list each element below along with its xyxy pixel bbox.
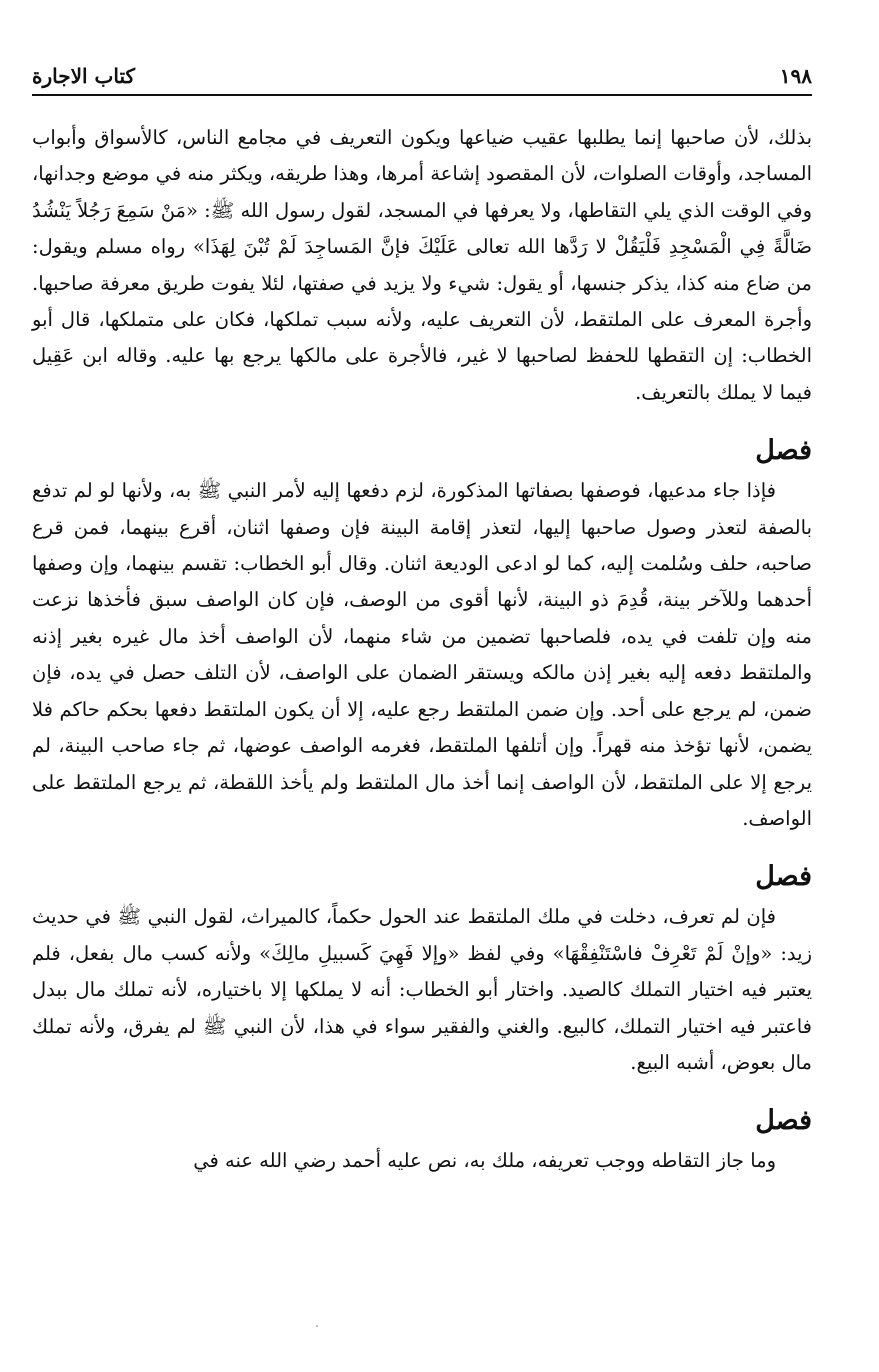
body-text [32,120,812,1180]
running-head [32,60,812,96]
scan-speck [316,1325,318,1327]
paragraph-2: فإذا جاء مدعيها، فوصفها بصفاتها المذكورة، لزم دفعها إليه لأمر النبي ﷺ به، ولأنها لو لم تدفع بالصفة لتعذر وصول صاحبها إليها، لتعذر إقامة البينة فإن وصفها اثنان، أقرع بينهما، فمن قرع صاحبه، حلف وسُلمت إليه، كما لو ادعى الوديعة اثنان. وقال أبو الخطاب: تقسم بينهما، وإن وصفها أحدهما وللآخر بينة، قُدِمَ ذو البينة، لأنها أقوى من الوصف، فإن كان الواصف سبق فأخذها نزعت منه وإن تلفت في يده، فلصاحبها تضمين من شاء منهما، لأن الواصف أخذ مال غيره بغير إذنه والملتقط دفعه إليه بغير إذن مالكه ويستقر الضمان على الواصف، لأن التلف حصل في يده، فإن ضمن، لم يرجع على أحد. وإن ضمن الملتقط رجع عليه، إلا أن يكون الملتقط دفعها بحكم حاكم فلا يضمن، لأنها تؤخذ منه قهراً. وإن أتلفها الملتقط، فغرمه الواصف عوضها، ثم جاء صاحب البينة، لم يرجع إلا على الملتقط، لأن الواصف إنما أخذ مال الملتقط ولم يأخذ اللقطة، ثم يرجع الملتقط على الواصف. [32,479,812,830]
document-page [32,60,812,1180]
page-number: ١٩٨ [779,64,812,88]
section-heading-1: فصل [755,435,812,467]
section-heading-3: فصل [755,1105,812,1137]
paragraph-1: بذلك، لأن صاحبها إنما يطلبها عقيب ضياعها ويكون التعريف في مجامع الناس، كالأسواق وأبواب المساجد، وأوقات الصلوات، لأن المقصود إشاعة أمرها، وهذا طريقه، ويكثر منه في موضع وجدانها، وفي الوقت الذي يلي التقاطها، ولا يعرفها في المسجد، لقول رسول الله ﷺ: «مَنْ سَمِعَ رَجُلاً يَنْشُدُ ضَالَّةً فِي الْمَسْجِدِ فَلْيَقُلْ لا رَدَّها الله تعالى عَلَيْكَ فإنَّ المَساجِدَ لَمْ تُبْنَ لِهَذَا» رواه مسلم ويقول: من ضاع منه كذا، يذكر جنسها، أو يقول: شيء ولا يزيد في صفتها، لئلا يفوت طريق معرفة صاحبها. وأجرة المعرف على الملتقط، لأن التعريف عليه، ولأنه سبب تملكها، فكان على متملكها، قال أبو الخطاب: إن التقطها للحفظ لصاحبها لا غير، فالأجرة على مالكها يرجع بها عليه. وقاله ابن عَقِيل فيما لا يملك بالتعريف. [32,126,812,404]
paragraph-3: فإن لم تعرف، دخلت في ملك الملتقط عند الحول حكماً، كالميراث، لقول النبي ﷺ في حديث زيد: «وإنْ لَمْ تَعْرِفْ فاسْتَنْفِقْهَا» وفي لفظ «وإلا فَهِيَ كَسبيلِ مالِكَ» ولأنه كسب مال بفعل، فلم يعتبر فيه اختيار التملك كالصيد. واختار أبو الخطاب: أنه لا يملكها إلا باختياره، لأنه تملك مال ببدل فاعتبر فيه اختيار التملك، كالبيع. والغني والفقير سواء في هذا، لأن النبي ﷺ لم يفرق، ولأنه تملك مال بعوض، أشبه البيع. [32,905,812,1074]
section-heading-2: فصل [755,861,812,893]
paragraph-4: وما جاز التقاطه ووجب تعريفه، ملك به، نص عليه أحمد رضي الله عنه في [193,1149,776,1173]
book-title: كتاب الاجارة [32,64,135,88]
